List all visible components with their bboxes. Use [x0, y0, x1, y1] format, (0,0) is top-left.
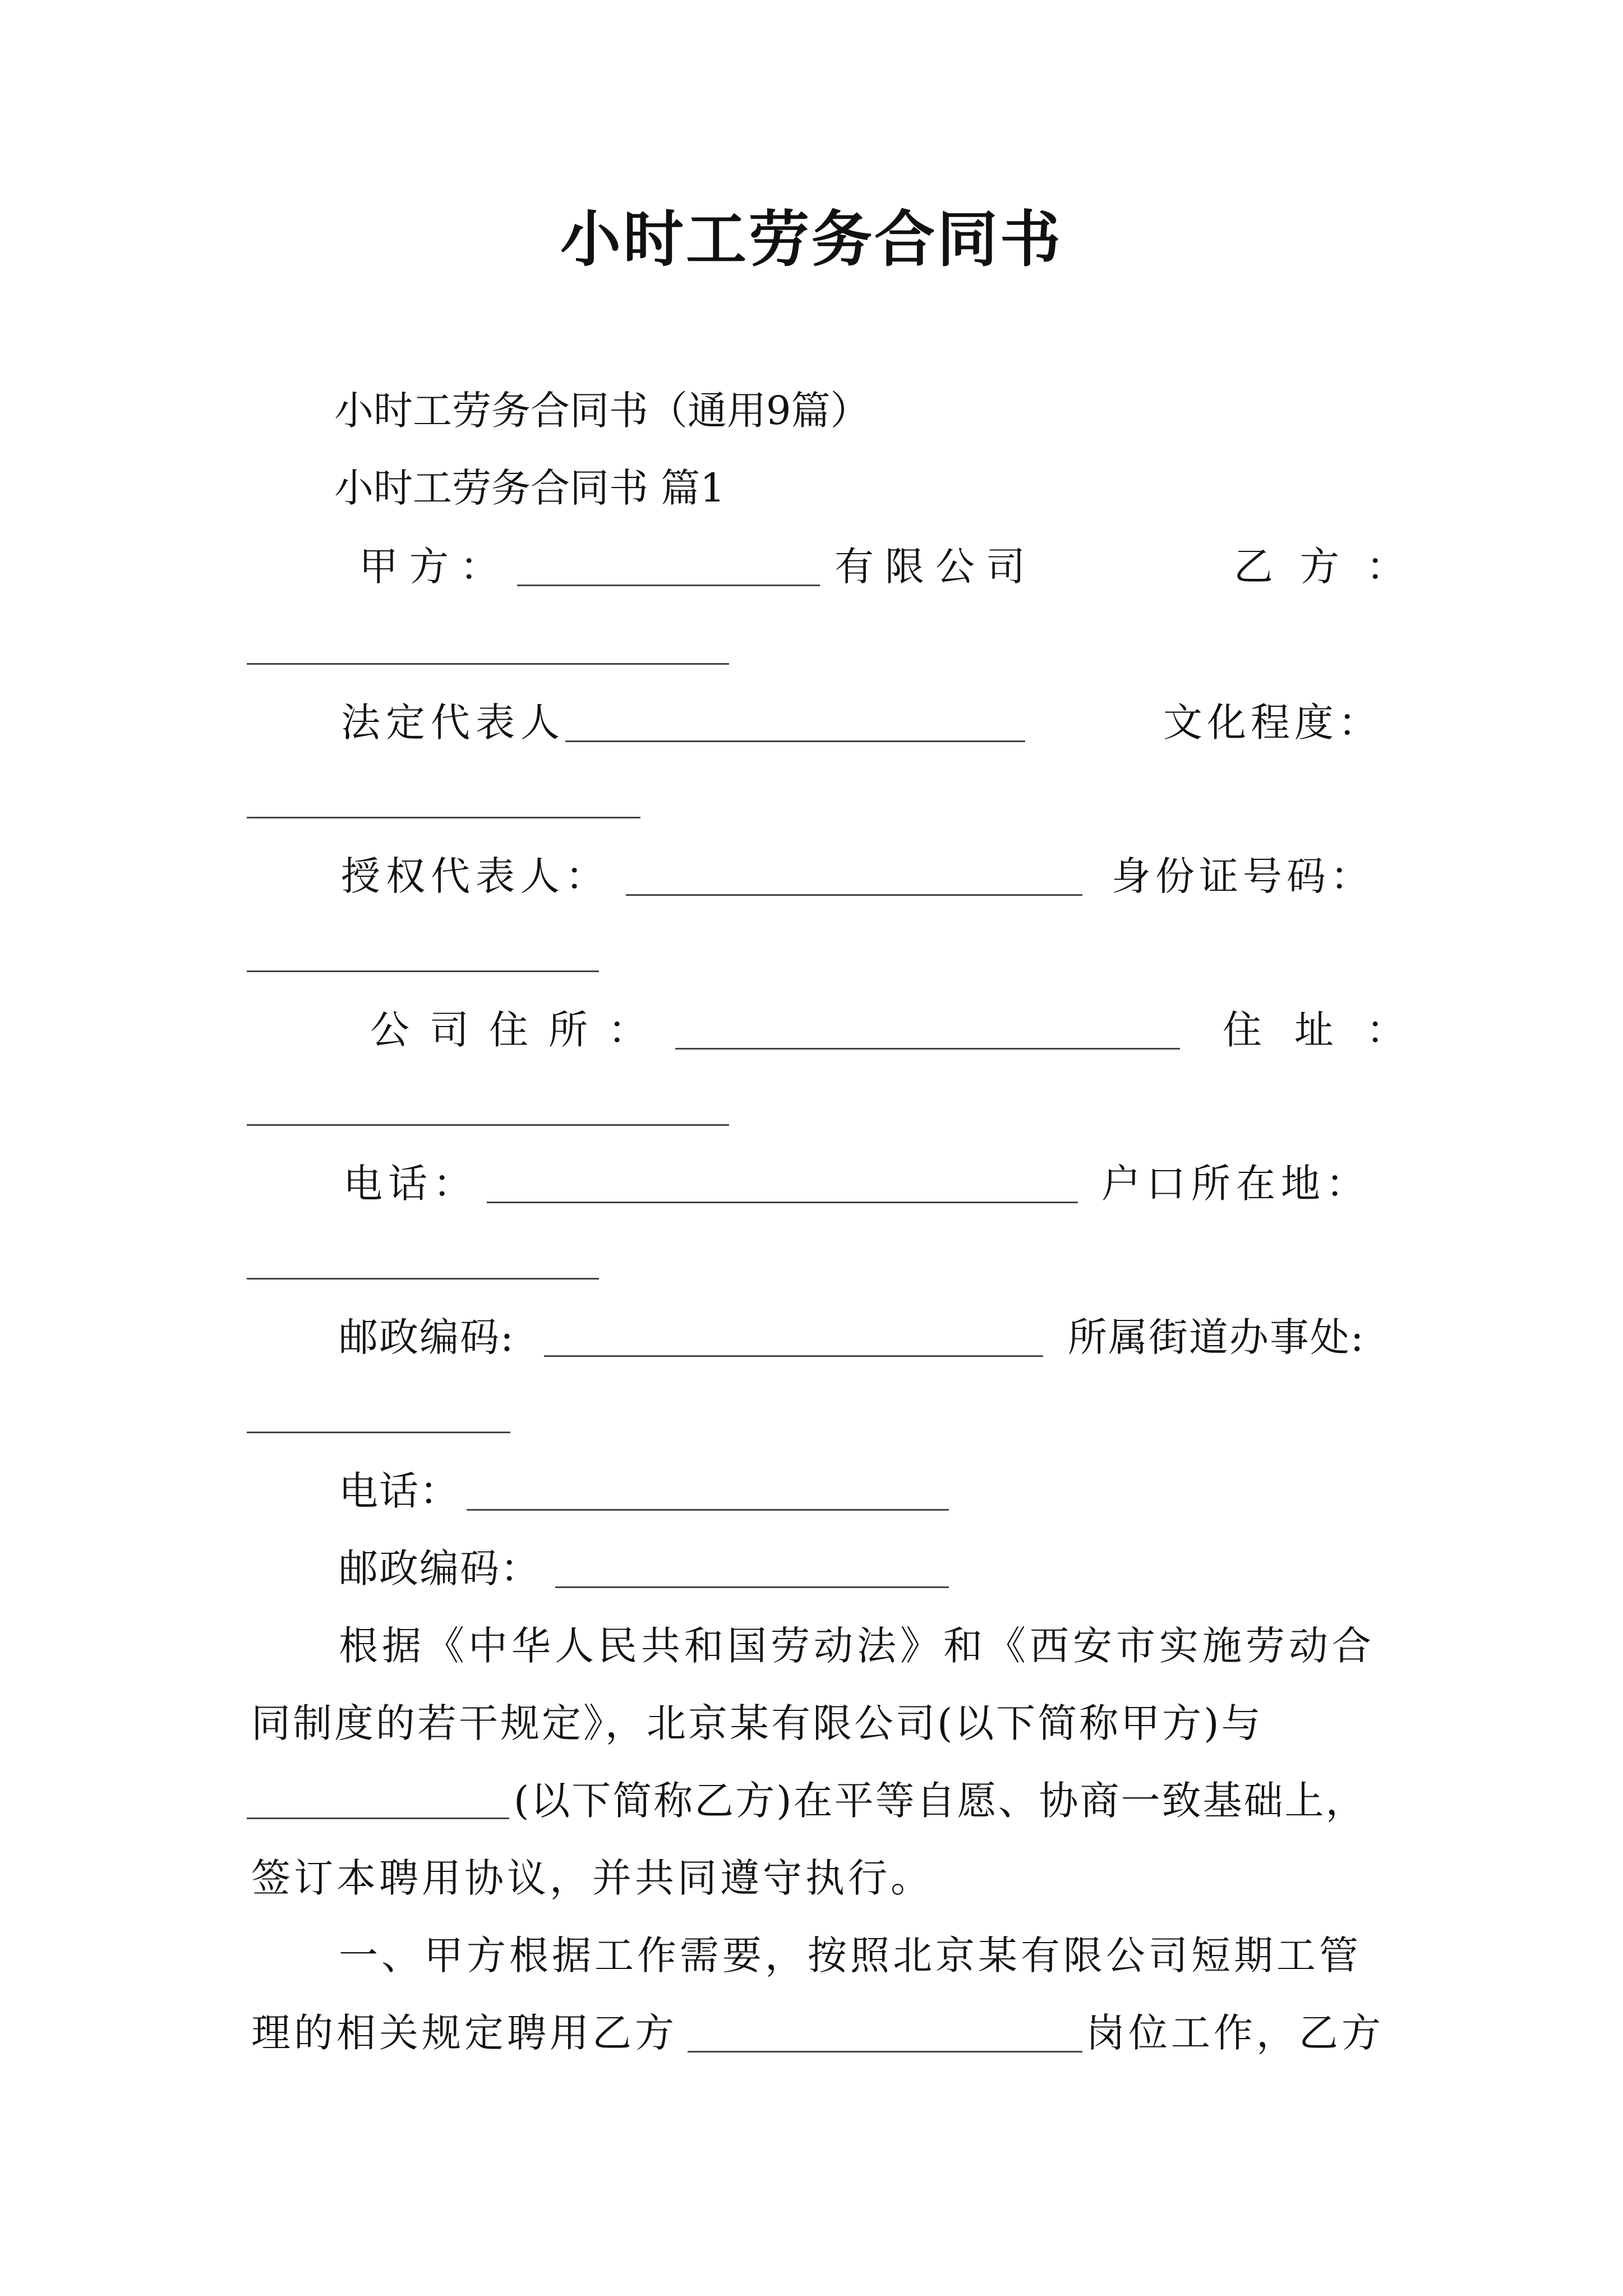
authorized-rep-label: 授权代表人： — [341, 853, 610, 899]
residence-label: 住址： — [1223, 1007, 1438, 1053]
postal-a-label: 邮政编码: — [339, 1314, 515, 1360]
party-b-intro-blank — [247, 1818, 509, 1819]
hukou-label: 户口所在地： — [1101, 1161, 1371, 1207]
party-b-name-blank — [247, 663, 729, 665]
subdistrict-blank — [247, 1432, 510, 1433]
subdistrict-label: 所属街道办事处: — [1068, 1314, 1365, 1360]
intro-line-4: 签订本聘用协议，并共同遵守执行。 — [251, 1855, 933, 1901]
party-b-label: 乙方： — [1234, 544, 1432, 590]
hukou-blank — [247, 1278, 599, 1280]
id-number-blank — [247, 970, 599, 972]
section-heading: 小时工劳务合同书 篇1 — [334, 465, 725, 511]
clause-1-line-2-pre: 理的相关规定聘用乙方 — [251, 2010, 677, 2056]
phone-b-blank — [467, 1509, 949, 1511]
position-blank — [688, 2051, 1082, 2053]
phone-b-label: 电话： — [339, 1468, 460, 1514]
company-address-blank — [675, 1048, 1180, 1050]
clause-1-line-2-post: 岗位工作，乙方 — [1086, 2010, 1384, 2056]
intro-line-2: 同制度的若干规定》，北京某有限公司(以下简称甲方)与 — [251, 1700, 1263, 1746]
legal-rep-blank — [565, 740, 1025, 742]
residence-blank — [247, 1124, 729, 1126]
intro-line-1: 根据《中华人民共和国劳动法》和《西安市实施劳动合 — [339, 1623, 1375, 1669]
authorized-rep-blank — [626, 894, 1082, 896]
document-subtitle: 小时工劳务合同书（通用9篇） — [334, 388, 870, 434]
intro-line-3: (以下简称乙方)在平等自愿、协商一致基础上， — [514, 1778, 1367, 1824]
postal-b-label: 邮政编码： — [339, 1545, 541, 1591]
party-a-name-blank — [517, 585, 820, 586]
postal-a-blank — [544, 1355, 1043, 1357]
postal-b-blank — [555, 1586, 949, 1588]
company-address-label: 公司住所： — [370, 1007, 667, 1053]
document-title: 小时工劳务合同书 — [560, 204, 1063, 275]
party-a-suffix: 有限公司 — [834, 544, 1036, 590]
phone-a-label: 电话： — [343, 1161, 478, 1207]
clause-1-line-1: 一、甲方根据工作需要，按照北京某有限公司短期工管 — [339, 1932, 1362, 1978]
party-a-label: 甲方： — [359, 544, 510, 590]
legal-rep-label: 法定代表人 — [341, 700, 565, 746]
id-number-label: 身份证号码： — [1112, 853, 1374, 899]
education-label: 文化程度： — [1163, 700, 1382, 746]
phone-a-blank — [487, 1202, 1078, 1203]
education-blank — [247, 817, 640, 818]
